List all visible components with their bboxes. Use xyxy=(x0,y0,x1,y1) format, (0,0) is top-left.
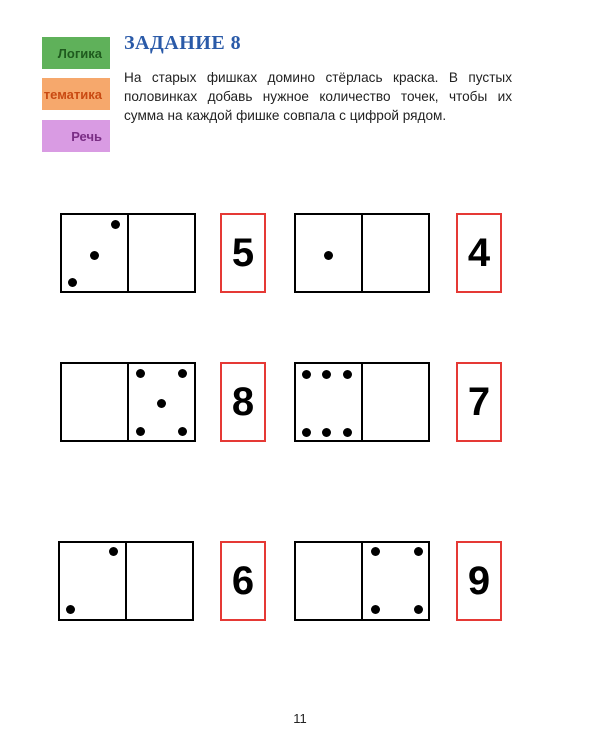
tag-logic: Логика xyxy=(42,37,110,69)
pip xyxy=(178,369,187,378)
pip xyxy=(322,370,331,379)
page-number: 11 xyxy=(293,711,307,726)
target-number-4: 7 xyxy=(456,362,502,442)
pip xyxy=(136,369,145,378)
domino-divider xyxy=(361,364,363,440)
pip xyxy=(414,605,423,614)
tag-speech: Речь xyxy=(42,120,110,152)
pip xyxy=(324,251,333,260)
pip xyxy=(136,427,145,436)
domino-divider xyxy=(127,215,129,291)
pip xyxy=(178,427,187,436)
domino-2 xyxy=(294,213,430,293)
pip xyxy=(343,428,352,437)
domino-4 xyxy=(294,362,430,442)
task-instruction: На старых фишках домино стёрлась краска. В пустых половинках добавь нужное количество точек, чтобы их сумма на каждой фишке совпала с цифрой рядом. xyxy=(124,70,512,123)
domino-divider xyxy=(125,543,127,619)
pip xyxy=(157,399,166,408)
domino-divider xyxy=(361,543,363,619)
tag-math: тематика xyxy=(42,78,110,110)
domino-divider xyxy=(361,215,363,291)
pip xyxy=(371,547,380,556)
domino-5 xyxy=(58,541,194,621)
domino-6 xyxy=(294,541,430,621)
pip xyxy=(302,428,311,437)
target-number-3: 8 xyxy=(220,362,266,442)
pip xyxy=(90,251,99,260)
task-title: ЗАДАНИЕ 8 xyxy=(124,32,242,54)
pip xyxy=(414,547,423,556)
domino-1 xyxy=(60,213,196,293)
pip xyxy=(68,278,77,287)
pip xyxy=(302,370,311,379)
pip xyxy=(66,605,75,614)
target-number-2: 4 xyxy=(456,213,502,293)
pip xyxy=(111,220,120,229)
pip xyxy=(371,605,380,614)
target-number-6: 9 xyxy=(456,541,502,621)
pip xyxy=(322,428,331,437)
domino-3 xyxy=(60,362,196,442)
target-number-1: 5 xyxy=(220,213,266,293)
target-number-5: 6 xyxy=(220,541,266,621)
domino-divider xyxy=(127,364,129,440)
pip xyxy=(343,370,352,379)
pip xyxy=(109,547,118,556)
